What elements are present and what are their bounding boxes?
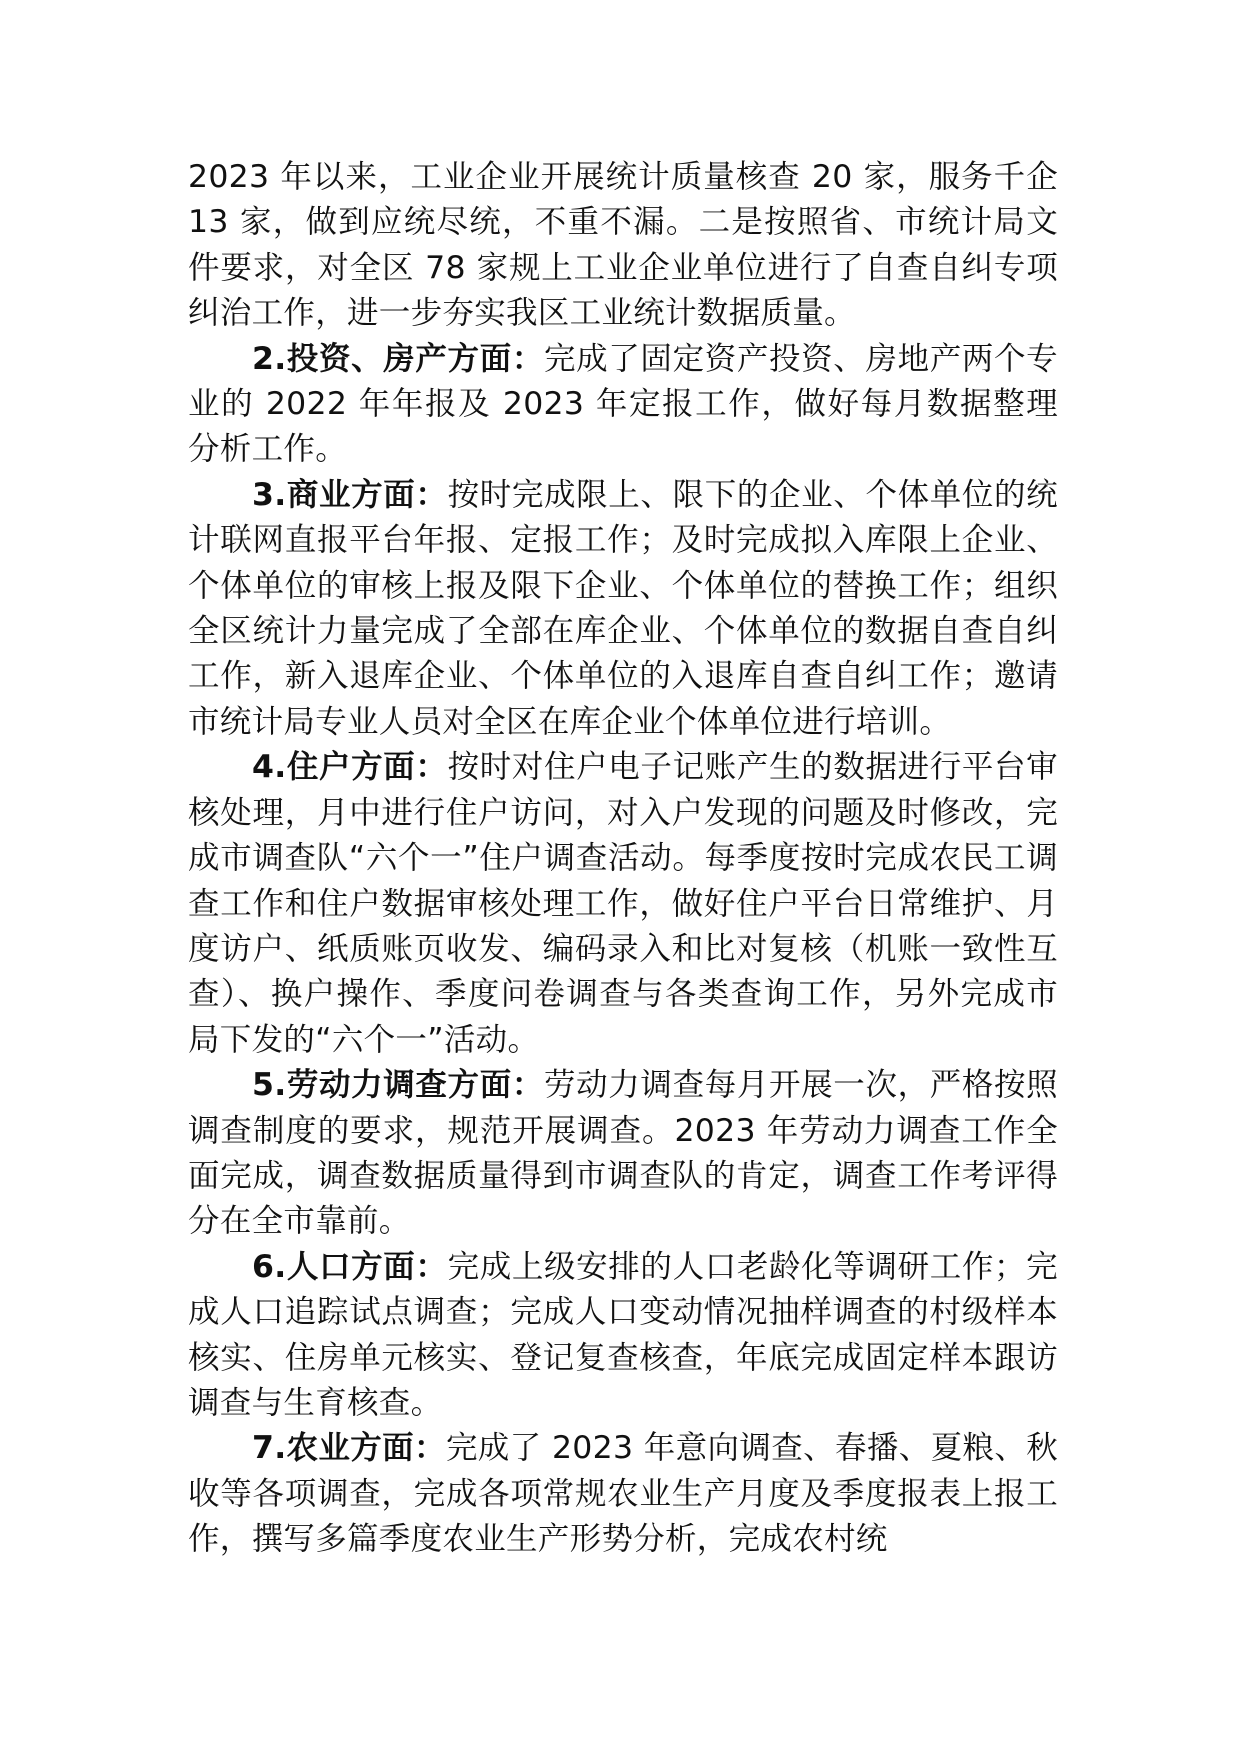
paragraph-agriculture bbox=[188, 1426, 1058, 1562]
section-heading: 7.农业方面： bbox=[252, 1430, 446, 1467]
section-heading: 3.商业方面： bbox=[252, 476, 448, 513]
paragraph-text: 完成了固定资产投资、房地产两个专业的 2022 年年报及 2023 年定报工作，做好每月数据整理分析工作。 bbox=[188, 340, 1058, 468]
paragraph-text: 完成了 2023 年意向调查、春播、夏粮、秋收等各项调查，完成各项常规农业生产月度及季度报表上报工作，撰写多篇季度农业生产形势分析，完成农村统 bbox=[188, 1430, 1058, 1558]
paragraph-text: 2023 年以来，工业企业开展统计质量核查 20 家，服务千企 13 家，做到应统尽统，不重不漏。二是按照省、市统计局文件要求，对全区 78 家规上工业企业单位进行了自查自纠专项纠治工作，进一步夯实我区工业统计数据质量。 bbox=[188, 159, 1058, 332]
section-heading: 5.劳动力调查方面： bbox=[252, 1067, 544, 1104]
paragraph-industry-continued bbox=[188, 155, 1058, 337]
document-body bbox=[188, 155, 1058, 1563]
section-heading: 4.住户方面： bbox=[252, 749, 448, 786]
section-heading: 6.人口方面： bbox=[252, 1248, 448, 1285]
paragraph-investment-real-estate bbox=[188, 337, 1058, 473]
paragraph-text: 按时完成限上、限下的企业、个体单位的统计联网直报平台年报、定报工作；及时完成拟入库限上企业、个体单位的审核上报及限下企业、个体单位的替换工作；组织全区统计力量完成了全部在库企业、个体单位的数据自查自纠工作，新入退库企业、个体单位的入退库自查自纠工作；邀请市统计局专业人员对全区在库企业个体单位进行培训。 bbox=[188, 476, 1058, 740]
paragraph-text: 按时对住户电子记账产生的数据进行平台审核处理，月中进行住户访问，对入户发现的问题及时修改，完成市调查队“六个一”住户调查活动。每季度按时完成农民工调查工作和住户数据审核处理工作，做好住户平台日常维护、月度访户、纸质账页收发、编码录入和比对复核（机账一致性互查）、换户操作、季度问卷调查与各类查询工作，另外完成市局下发的“六个一”活动。 bbox=[188, 749, 1058, 1058]
paragraph-household bbox=[188, 745, 1058, 1063]
paragraph-commerce bbox=[188, 473, 1058, 745]
paragraph-labor-survey bbox=[188, 1063, 1058, 1245]
paragraph-text: 完成上级安排的人口老龄化等调研工作；完成人口追踪试点调查；完成人口变动情况抽样调查的村级样本核实、住房单元核实、登记复查核查，年底完成固定样本跟访调查与生育核查。 bbox=[188, 1248, 1058, 1421]
paragraph-text: 劳动力调查每月开展一次，严格按照调查制度的要求，规范开展调查。2023 年劳动力调查工作全面完成，调查数据质量得到市调查队的肯定，调查工作考评得分在全市靠前。 bbox=[188, 1067, 1058, 1240]
paragraph-population bbox=[188, 1245, 1058, 1427]
section-heading: 2.投资、房产方面： bbox=[252, 340, 544, 377]
